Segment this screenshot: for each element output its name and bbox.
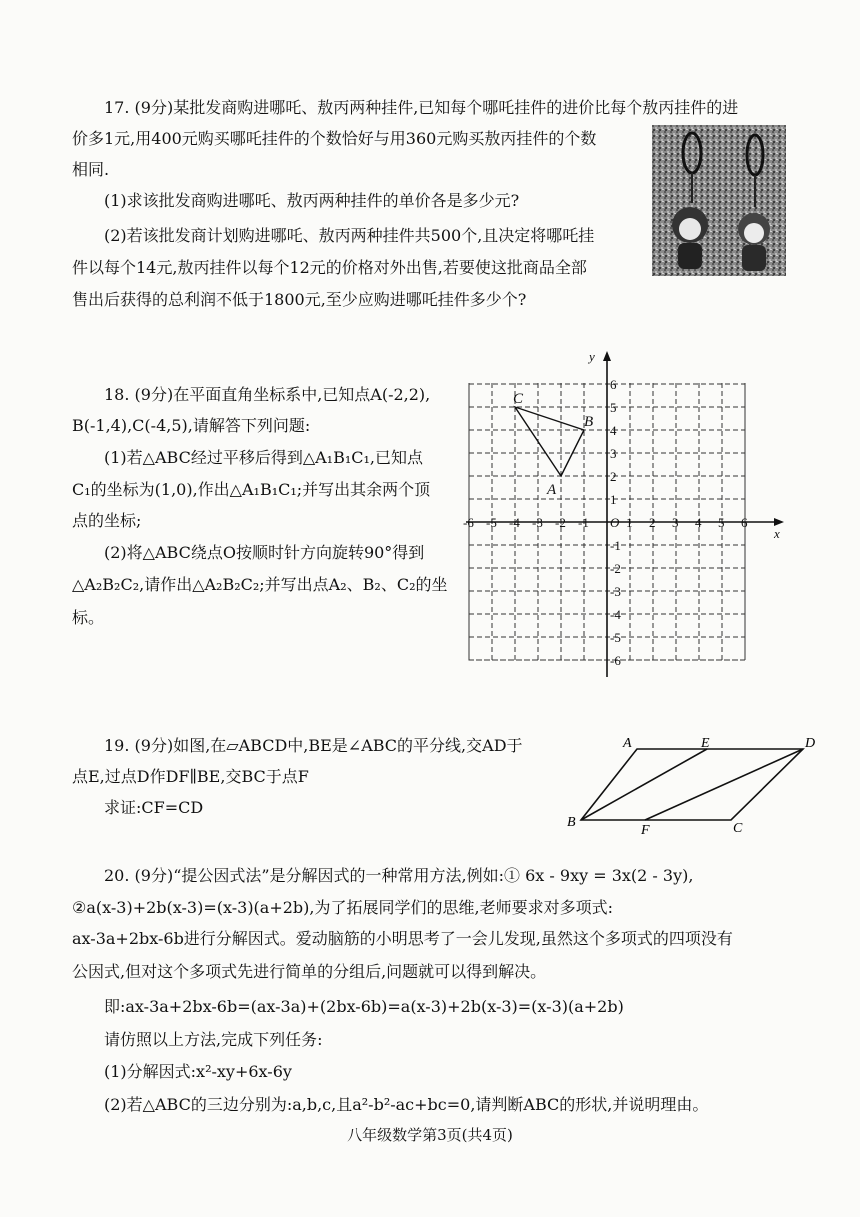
x-tick-label: 5	[718, 515, 725, 530]
x-tick-label: -1	[578, 515, 589, 530]
y-tick-label: 3	[610, 446, 617, 461]
q17-line-7: 售出后获得的总利润不低于1800元,至少应购进哪吒挂件多少个?	[72, 290, 527, 309]
y-axis-arrow	[603, 351, 611, 361]
label-a: A	[623, 736, 632, 751]
q20-line-1: 20. (9分)“提公因式法”是分解因式的一种常用方法,例如:① 6x - 9xy = 3x(2 - 3y),	[104, 866, 694, 885]
y-tick-label: 1	[610, 492, 617, 507]
label-f: F	[641, 823, 650, 838]
q20-line-6: 请仿照以上方法,完成下列任务:	[104, 1030, 323, 1049]
label-c: C	[733, 821, 743, 836]
x-tick-label: 1	[626, 515, 633, 530]
x-tick-label: -2	[555, 515, 566, 530]
tick-labels	[463, 349, 780, 668]
q19-line-2: 点E,过点D作DF∥BE,交BC于点F	[72, 767, 309, 786]
q20-line-2: ②a(x-3)+2b(x-3)=(x-3)(a+2b),为了拓展同学们的思维,老师要求对多项式:	[72, 898, 613, 917]
x-tick-label: 3	[672, 515, 679, 530]
q18-line-7: △A₂B₂C₂,请作出△A₂B₂C₂;并写出点A₂、B₂、C₂的坐	[72, 575, 448, 594]
parallelogram-figure	[565, 733, 825, 838]
x-tick-label: -5	[486, 515, 497, 530]
y-tick-label: 6	[610, 377, 617, 392]
label-b: B	[567, 815, 576, 830]
q18-line-4: C₁的坐标为(1,0),作出△A₁B₁C₁;并写出其余两个顶	[72, 480, 431, 499]
y-tick-label: -6	[610, 653, 621, 668]
q18-part-1: (1)若△ABC经过平移后得到△A₁B₁C₁,已知点	[104, 448, 424, 467]
x-tick-label: 4	[695, 515, 702, 530]
label-d: D	[805, 736, 816, 751]
y-tick-label: -5	[610, 630, 621, 645]
q17-line-2: 价多1元,用400元购买哪吒挂件的个数恰好与用360元购买敖丙挂件的个数	[72, 129, 597, 148]
x-axis-label: x	[774, 526, 780, 541]
q17-line-6: 件以每个14元,敖丙挂件以每个12元的价格对外出售,若要使这批商品全部	[72, 258, 587, 277]
page-footer: 八年级数学第3页(共4页)	[347, 1126, 513, 1144]
q20-line-4: 公因式,但对这个多项式先进行简单的分组后,问题就可以得到解决。	[72, 962, 547, 981]
origin-label: O	[610, 515, 620, 530]
x-tick-label: -3	[532, 515, 543, 530]
point-label-c: C	[513, 391, 524, 407]
q17-part-2: (2)若该批发商计划购进哪吒、敖丙两种挂件共500个,且决定将哪吒挂	[104, 226, 595, 245]
q17-line-3: 相同.	[72, 160, 110, 179]
q17-line-1: 17. (9分)某批发商购进哪吒、敖丙两种挂件,已知每个哪吒挂件的进价比每个敖丙挂件的进	[104, 98, 739, 117]
y-tick-label: 5	[610, 400, 617, 415]
q18-line-1: 18. (9分)在平面直角坐标系中,已知点A(-2,2),	[104, 385, 431, 404]
q20-part-2: (2)若△ABC的三边分别为:a,b,c,且a²-b²-ac+bc=0,请判断ABC的形状,并说明理由。	[104, 1095, 709, 1114]
y-axis-label: y	[589, 349, 595, 364]
triangle-abc-shape	[515, 407, 584, 476]
pendant-photo	[652, 125, 786, 276]
q18-part-2: (2)将△ABC绕点O按顺时针方向旋转90°得到	[104, 543, 425, 562]
q19-line-1: 19. (9分)如图,在▱ABCD中,BE是∠ABC的平分线,交AD于	[104, 736, 523, 755]
x-tick-label: 2	[649, 515, 656, 530]
y-tick-label: -2	[610, 561, 621, 576]
point-label-b: B	[584, 414, 594, 430]
y-tick-label: 4	[610, 423, 617, 438]
y-tick-label: -1	[610, 538, 621, 553]
q19-line-3: 求证:CF=CD	[104, 798, 204, 817]
x-axis-arrow	[774, 518, 784, 526]
y-tick-label: 2	[610, 469, 617, 484]
q17-part-1: (1)求该批发商购进哪吒、敖丙两种挂件的单价各是多少元?	[104, 191, 520, 210]
q18-line-8: 标。	[72, 608, 105, 627]
x-tick-label: 6	[741, 515, 748, 530]
x-tick-label: -6	[463, 515, 474, 530]
q20-line-5: 即:ax-3a+2bx-6b=(ax-3a)+(2bx-6b)=a(x-3)+2b(x-3)=(x-3)(a+2b)	[104, 997, 624, 1016]
point-label-a: A	[547, 482, 557, 498]
q20-line-3: ax-3a+2bx-6b进行分解因式。爱动脑筋的小明思考了一会儿发现,虽然这个多项式的四项没有	[72, 929, 733, 948]
y-tick-label: -4	[610, 607, 621, 622]
coordinate-grid	[462, 347, 792, 677]
label-e: E	[701, 736, 710, 751]
y-tick-label: -3	[610, 584, 621, 599]
q18-line-5: 点的坐标;	[72, 511, 142, 530]
q20-part-1: (1)分解因式:x²-xy+6x-6y	[104, 1062, 292, 1081]
q18-line-2: B(-1,4),C(-4,5),请解答下列问题:	[72, 416, 311, 435]
x-tick-label: -4	[509, 515, 520, 530]
